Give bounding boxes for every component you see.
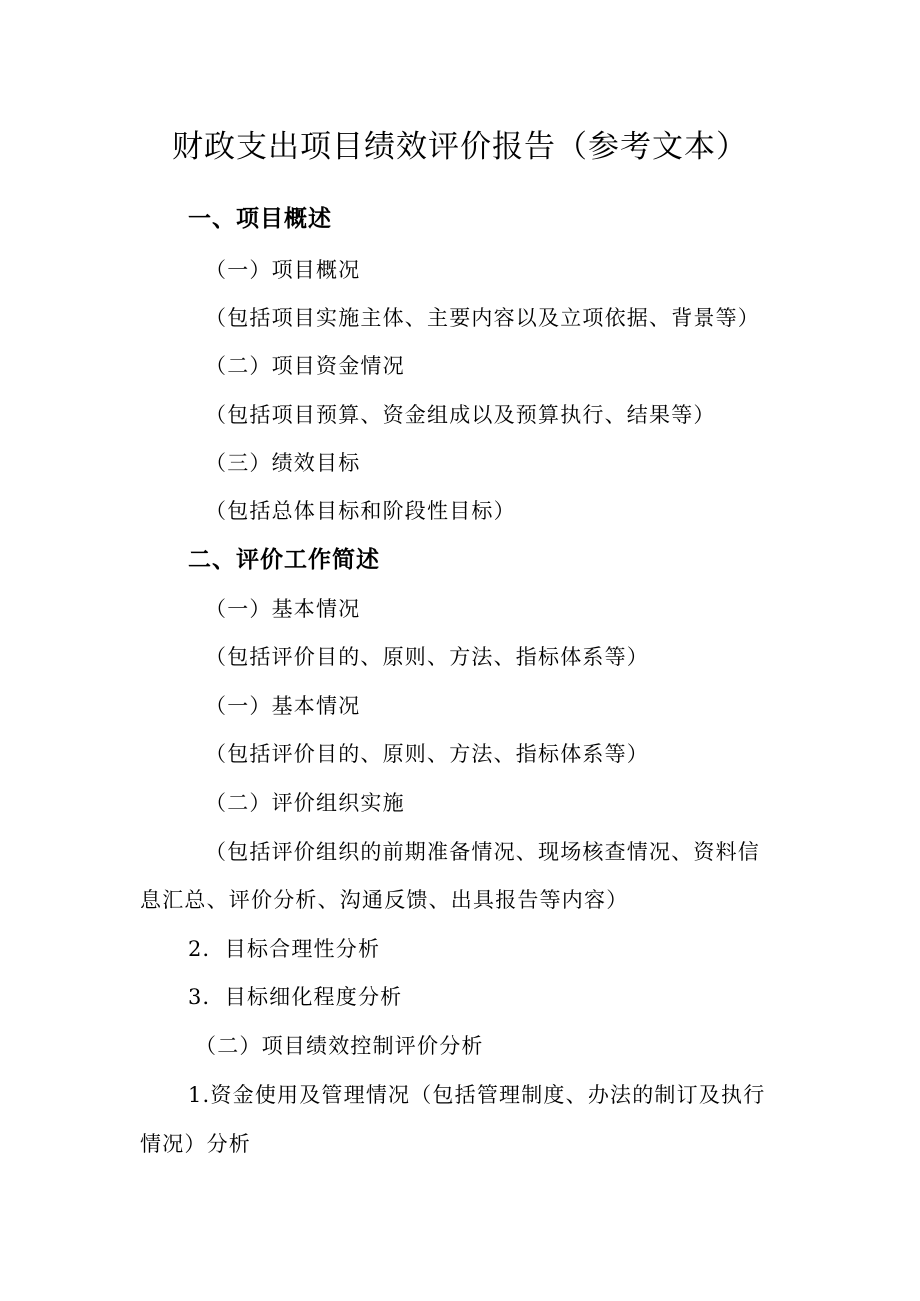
paragraph: （包括总体目标和阶段性目标） xyxy=(205,499,516,523)
subsection-heading: （一）基本情况 xyxy=(205,597,361,621)
paragraph: （包括评价组织的前期准备情况、现场核查情况、资料信 xyxy=(205,840,760,864)
subsection-heading: （三）绩效目标 xyxy=(205,451,361,475)
paragraph: （包括项目预算、资金组成以及预算执行、结果等） xyxy=(205,403,716,427)
subsection-heading: （二）项目资金情况 xyxy=(205,354,405,378)
list-item: 3．目标细化程度分析 xyxy=(188,985,403,1009)
subsection-heading: （二）项目绩效控制评价分析 xyxy=(195,1034,484,1058)
subsection-heading: （一）基本情况 xyxy=(205,694,361,718)
subsection-heading: （二）评价组织实施 xyxy=(205,791,405,815)
paragraph: （包括项目实施主体、主要内容以及立项依据、背景等） xyxy=(205,306,760,330)
paragraph: （包括评价目的、原则、方法、指标体系等） xyxy=(205,742,649,766)
document-title: 财政支出项目绩效评价报告（参考文本） xyxy=(172,129,748,165)
paragraph: （包括评价目的、原则、方法、指标体系等） xyxy=(205,645,649,669)
section-heading: 一、项目概述 xyxy=(188,206,332,232)
list-item: 2．目标合理性分析 xyxy=(188,937,381,961)
paragraph: 情况）分析 xyxy=(140,1132,251,1156)
subsection-heading: （一）项目概况 xyxy=(205,258,361,282)
list-item: 1.资金使用及管理情况（包括管理制度、办法的制订及执行 xyxy=(188,1083,766,1107)
paragraph: 息汇总、评价分析、沟通反馈、出具报告等内容） xyxy=(140,888,629,912)
section-heading: 二、评价工作简述 xyxy=(188,547,380,573)
